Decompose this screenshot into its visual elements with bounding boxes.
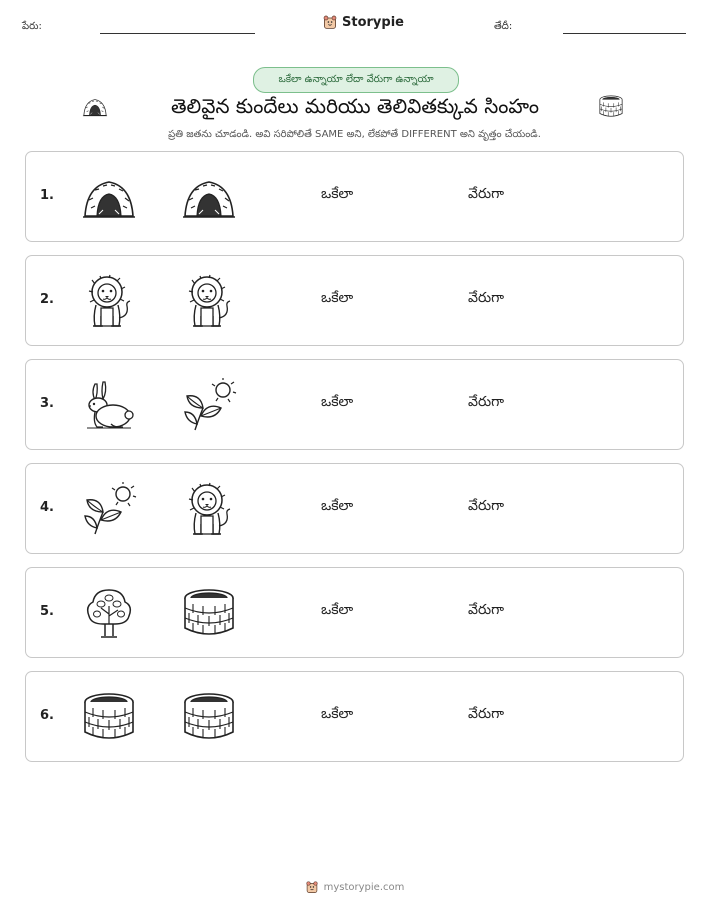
question-card	[25, 463, 684, 554]
cave-icon	[82, 94, 108, 120]
question-card	[25, 567, 684, 658]
option-different[interactable]: వేరుగా	[468, 394, 504, 410]
option-same[interactable]: ఒకేలా	[321, 602, 354, 618]
option-different[interactable]: వేరుగా	[468, 706, 504, 722]
instructions: ప్రతి జతను చూడండి. అవి సరిపోలితే SAME అని, లేకపోతే DIFFERENT అని వృత్తం చేయండి.	[168, 129, 541, 140]
question-number: 6.	[40, 708, 54, 723]
question-card	[25, 255, 684, 346]
question-number: 2.	[40, 292, 54, 307]
lion-icon	[181, 482, 237, 538]
sun-leaf-icon	[81, 482, 137, 538]
option-different[interactable]: వేరుగా	[468, 602, 504, 618]
option-different[interactable]: వేరుగా	[468, 290, 504, 306]
date-label: తేదీ:	[494, 21, 513, 32]
question-card	[25, 151, 684, 242]
storypie-mascot-icon	[322, 14, 338, 30]
tree-icon	[81, 586, 137, 642]
question-number: 4.	[40, 500, 54, 515]
brand-name: Storypie	[342, 14, 404, 30]
sun-leaf-icon	[181, 378, 237, 434]
date-field-line[interactable]	[563, 33, 686, 34]
lion-icon	[81, 274, 137, 330]
name-field-line[interactable]	[100, 33, 255, 34]
question-number: 3.	[40, 396, 54, 411]
worksheet-header	[0, 10, 709, 40]
option-different[interactable]: వేరుగా	[468, 186, 504, 202]
storypie-mascot-icon	[305, 880, 319, 894]
cave-icon	[181, 170, 237, 226]
option-same[interactable]: ఒకేలా	[321, 394, 354, 410]
question-card	[25, 359, 684, 450]
question-card	[25, 671, 684, 762]
worksheet-title: తెలివైన కుందేలు మరియు తెలివితక్కువ సింహం	[171, 94, 539, 118]
option-same[interactable]: ఒకేలా	[321, 186, 354, 202]
name-label: పేరు:	[22, 21, 42, 32]
title-row	[0, 92, 709, 122]
subtitle-pill: ఒకేలా ఉన్నాయా లేదా వేరుగా ఉన్నాయా	[253, 67, 459, 93]
well-icon	[598, 94, 624, 120]
well-icon	[181, 690, 237, 746]
cave-icon	[81, 170, 137, 226]
question-number: 5.	[40, 604, 54, 619]
option-different[interactable]: వేరుగా	[468, 498, 504, 514]
rabbit-icon	[81, 378, 137, 434]
lion-icon	[181, 274, 237, 330]
option-same[interactable]: ఒకేలా	[321, 706, 354, 722]
option-same[interactable]: ఒకేలా	[321, 290, 354, 306]
option-same[interactable]: ఒకేలా	[321, 498, 354, 514]
footer	[0, 880, 709, 894]
question-number: 1.	[40, 188, 54, 203]
brand-logo	[322, 14, 404, 30]
well-icon	[181, 586, 237, 642]
well-icon	[81, 690, 137, 746]
footer-url: mystorypie.com	[323, 881, 405, 893]
